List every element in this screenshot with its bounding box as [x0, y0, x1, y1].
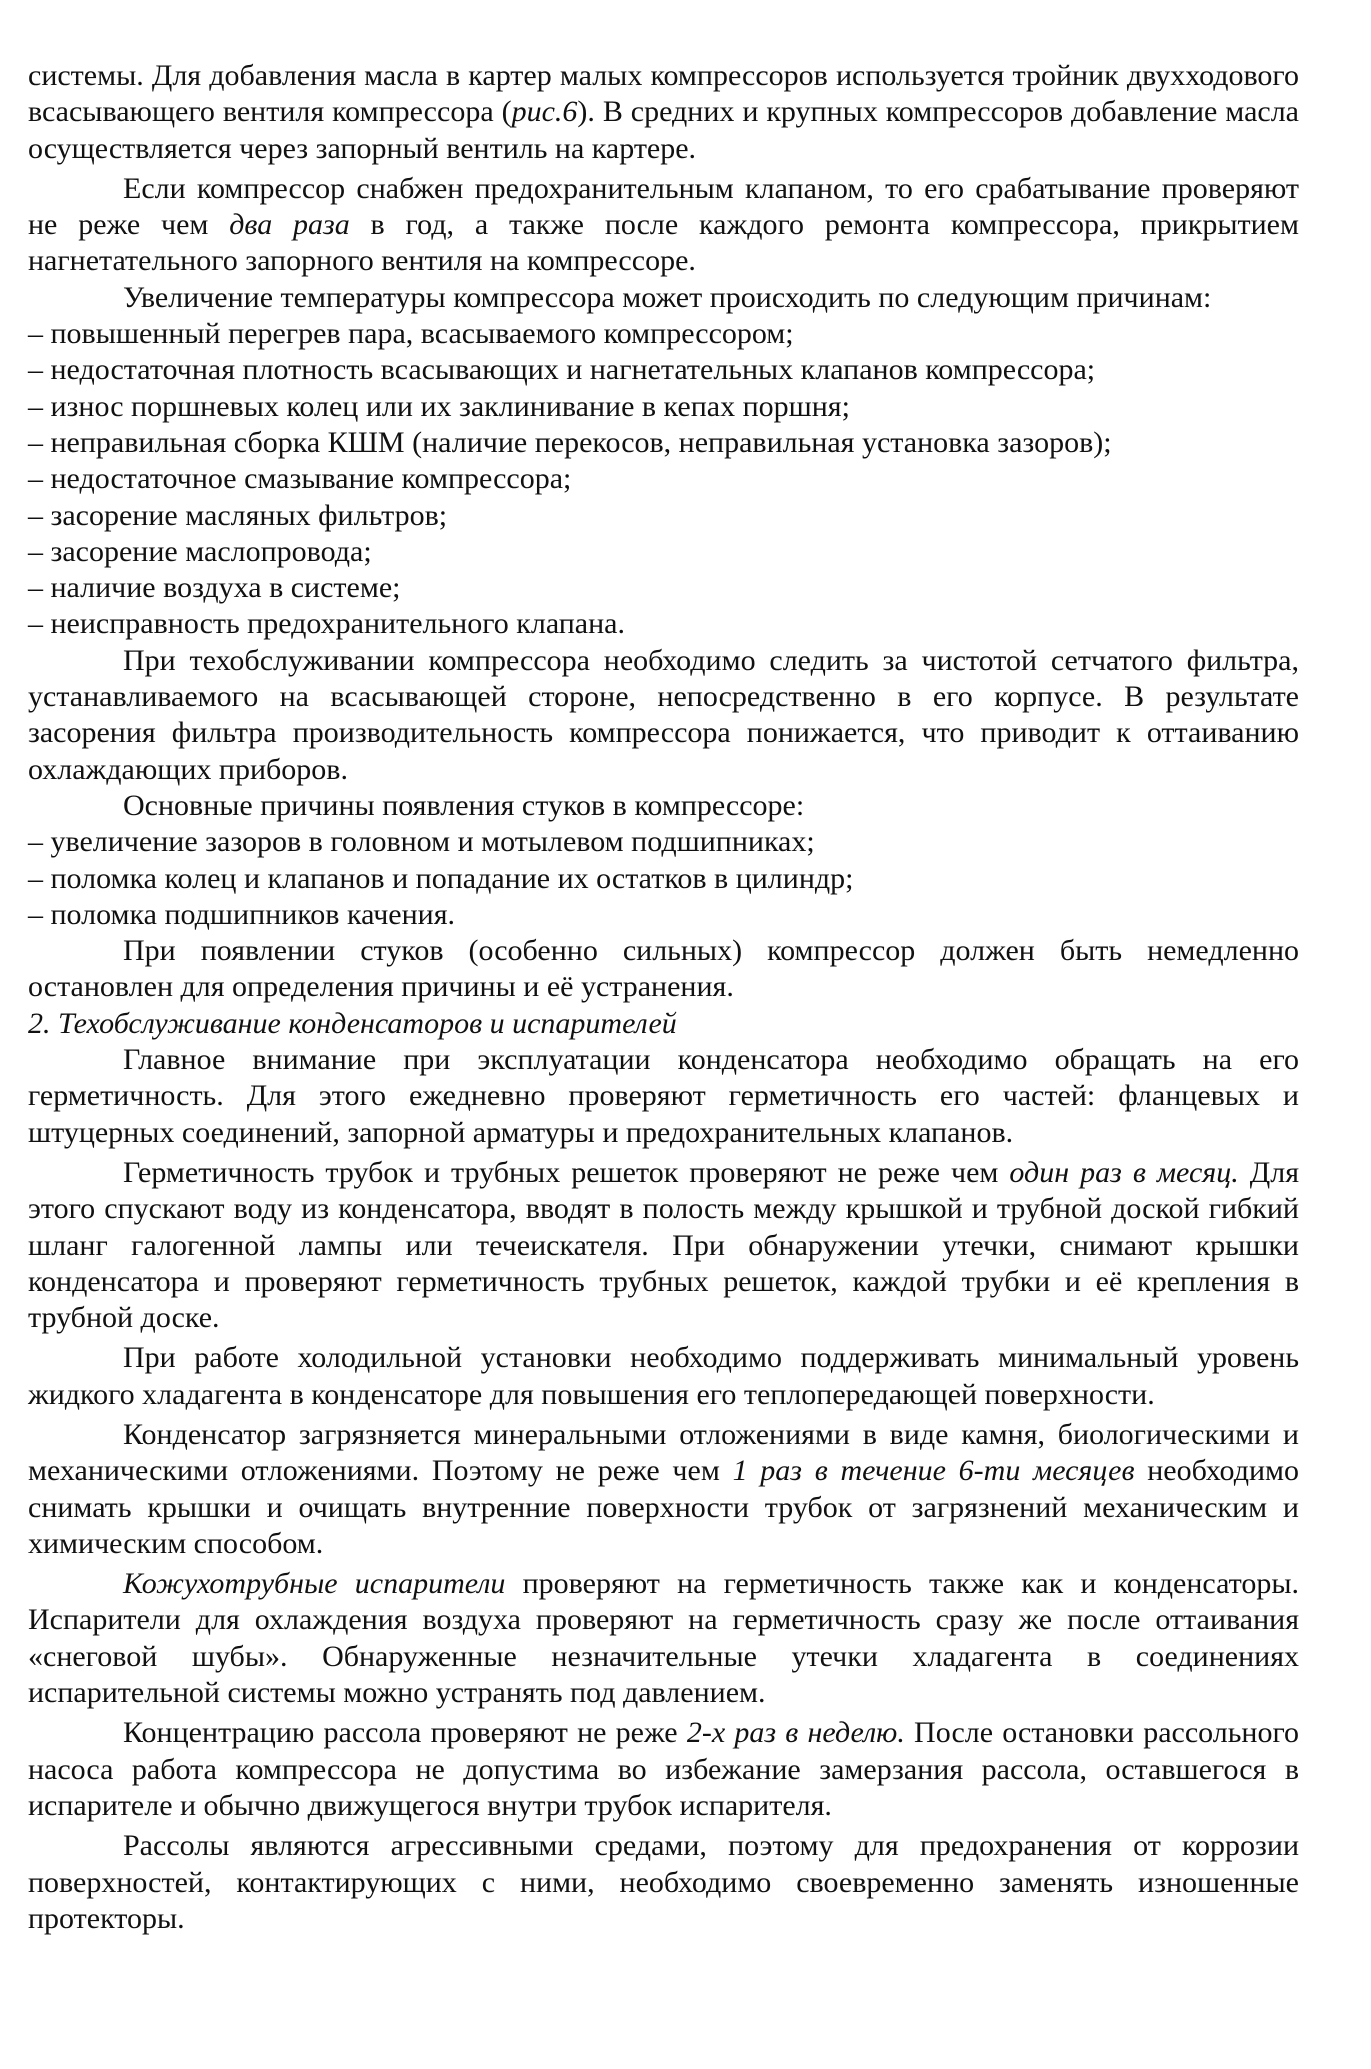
list-item: – неправильная сборка КШМ (наличие перекосов, неправильная установка зазоров);: [28, 425, 1112, 459]
paragraph-7: Главное внимание при эксплуатации конденсатора необходимо обращать на его герметичность. Для этого ежедневно проверяют герметичность его частей: фланцевых и штуцерных соединений, запорной арматуры и предохранительных клапанов.: [28, 1043, 1299, 1149]
list-item: – поломка колец и клапанов и попадание их остатков в цилиндр;: [28, 861, 854, 895]
paragraph-10: Конденсатор загрязняется минеральными отложениями в виде камня, биологическими и механическими отложениями. Поэтому не реже чем 1 раз в течение 6-ти месяцев необходимо снимать крышки и очищать внутренние поверхности трубок от загрязнений механическим и химическим способом.: [28, 1417, 1299, 1560]
list-item: – поломка подшипников качения.: [28, 897, 456, 931]
paragraph-11: Кожухотрубные испарители проверяют на герметичность также как и конденсаторы. Испарители для охлаждения воздуха проверяют на герметичность сразу же после оттаивания «снеговой шубы». Обнаруженные незначительные утечки хладагента в соединениях испарительной системы можно устранять под давлением.: [28, 1567, 1299, 1710]
paragraph-8: Герметичность трубок и трубных решеток проверяют не реже чем один раз в месяц. Для этого спускают воду из конденсатора, вводят в полость между крышкой и трубной доской гибкий шланг галогенной лампы или течеискателя. При обнаружении утечки, снимают крышки конденсатора и проверяют герметичность трубных решеток, каждой трубки и её крепления в трубной доске.: [28, 1155, 1299, 1335]
list-item: – неисправность предохранительного клапана.: [28, 607, 625, 641]
paragraph-9: При работе холодильной установки необходимо поддерживать минимальный уровень жидкого хладагента в конденсаторе для повышения его теплопередающей поверхности.: [28, 1341, 1299, 1411]
paragraph-5: Основные причины появления стуков в компрессоре:: [123, 788, 805, 822]
paragraph-12: Концентрацию рассола проверяют не реже 2-х раз в неделю. После остановки рассольного насоса работа компрессора не допустима во избежание замерзания рассола, оставшегося в испарителе и обычно движущегося внутри трубок испарителя.: [28, 1716, 1300, 1822]
list-item: – засорение маслопровода;: [28, 534, 372, 568]
list-item: – износ поршневых колец или их заклинивание в кепах поршня;: [28, 389, 850, 423]
paragraph-6: При появлении стуков (особенно сильных) компрессор должен быть немедленно остановлен для определения причины и её устранения.: [28, 934, 1299, 1004]
paragraph-13: Рассолы являются агрессивными средами, поэтому для предохранения от коррозии поверхностей, контактирующих с ними, необходимо своевременно заменять изношенные протекторы.: [28, 1829, 1299, 1935]
list-item: – наличие воздуха в системе;: [28, 571, 401, 605]
paragraph-4: При техобслуживании компрессора необходимо следить за чистотой сетчатого фильтра, устанавливаемого на всасывающей стороне, непосредственно в его корпусе. В результате засорения фильтра производительность компрессора понижается, что приводит к оттаиванию охлаждающих приборов.: [28, 643, 1299, 786]
list-item: – увеличение зазоров в головном и мотылевом подшипниках;: [28, 825, 815, 859]
list-item: – засорение масляных фильтров;: [28, 498, 448, 532]
list-item: – недостаточная плотность всасывающих и нагнетательных клапанов компрессора;: [28, 353, 1096, 387]
paragraph-3: Увеличение температуры компрессора может происходить по следующим причинам:: [123, 280, 1212, 314]
document-page: [28, 58, 1299, 1937]
section-heading: 2. Техобслуживание конденсаторов и испарителей: [28, 1006, 677, 1040]
list-item: – повышенный перегрев пара, всасываемого компрессором;: [28, 317, 794, 351]
list-item: – недостаточное смазывание компрессора;: [28, 462, 572, 496]
paragraph-1: системы. Для добавления масла в картер малых компрессоров используется тройник двухходового всасывающего вентиля компрессора (рис.6). В средних и крупных компрессоров добавление масла осуществляется через запорный вентиль на картере.: [28, 59, 1299, 165]
paragraph-2: Если компрессор снабжен предохранительным клапаном, то его срабатывание проверяют не реже чем два раза в год, а также после каждого ремонта компрессора, прикрытием нагнетательного запорного вентиля на компрессоре.: [28, 171, 1299, 278]
